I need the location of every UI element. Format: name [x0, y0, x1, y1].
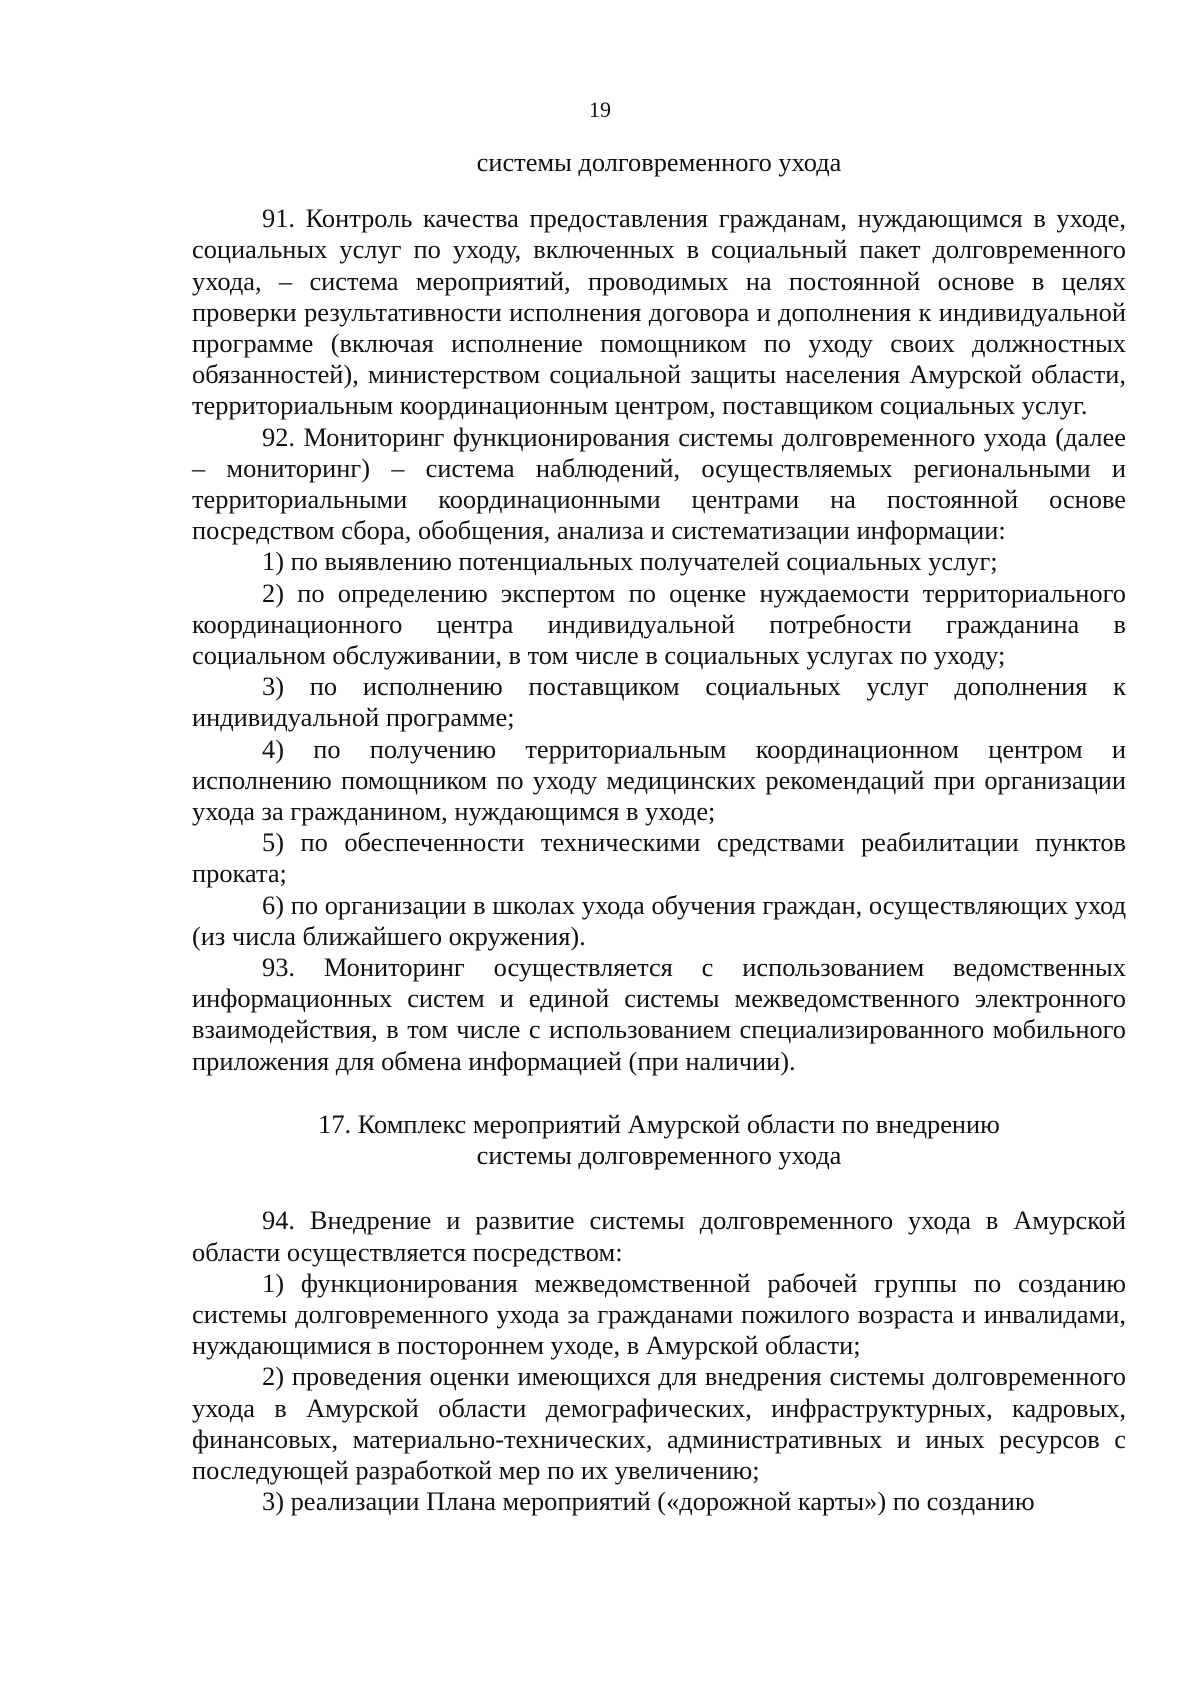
paragraph-93: 93. Мониторинг осуществляется с использованием ведомственных информационных систем и единой системы межведомственного электронного взаимодействия, в том числе с использованием специализированного мобильного приложения для обмена информацией (при наличии).	[192, 952, 1126, 1076]
list-item-94-2: 2) проведения оценки имеющихся для внедрения системы долговременного ухода в Амурской области демографических, инфраструктурных, кадровых, финансовых, материально-технических, административных и иных ресурсов с последующей разработкой мер по их увеличению;	[192, 1361, 1126, 1485]
paragraph-94: 94. Внедрение и развитие системы долговременного ухода в Амурской области осуществляется посредством:	[192, 1205, 1126, 1267]
section-17-heading-line1: 17. Комплекс мероприятий Амурской области по внедрению	[318, 1108, 1000, 1139]
list-item-92-6: 6) по организации в школах ухода обучения граждан, осуществляющих уход (из числа ближайшего окружения).	[192, 889, 1126, 951]
list-item-92-1: 1) по выявлению потенциальных получателей социальных услуг;	[262, 546, 998, 577]
list-item-92-4: 4) по получению территориальным координационном центром и исполнению помощником по уходу медицинских рекомендаций при организации ухода за гражданином, нуждающимся в уходе;	[192, 733, 1126, 827]
list-item-92-5: 5) по обеспеченности техническими средствами реабилитации пунктов проката;	[192, 827, 1126, 889]
continuation-heading: системы долговременного ухода	[476, 147, 842, 177]
section-17-heading-line2: системы долговременного ухода	[476, 1140, 842, 1171]
paragraph-92: 92. Мониторинг функционирования системы долговременного ухода (далее – мониторинг) – система наблюдений, осуществляемых региональными и территориальными координационными центрами на постоянной основе посредством сбора, обобщения, анализа и систематизации информации:	[192, 421, 1126, 546]
page-number: 19	[589, 97, 611, 122]
paragraph-91: 91. Контроль качества предоставления гражданам, нуждающимся в уходе, социальных услуг по уходу, включенных в социальный пакет долговременного ухода, – система мероприятий, проводимых на постоянной основе в целях проверки результативности исполнения договора и дополнения к индивидуальной программе (включая исполнение помощником по уходу своих должностных обязанностей), министерством социальной защиты населения Амурской области, территориальным координационным центром, поставщиком социальных услуг.	[192, 203, 1126, 421]
list-item-94-3: 3) реализации Плана мероприятий («дорожной карты») по созданию	[262, 1486, 1035, 1517]
document-body	[192, 147, 1126, 1517]
list-item-92-3: 3) по исполнению поставщиком социальных услуг дополнения к индивидуальной программе;	[192, 671, 1126, 733]
list-item-94-1: 1) функционирования межведомственной рабочей группы по созданию системы долговременного ухода за гражданами пожилого возраста и инвалидами, нуждающимися в постороннем уходе, в Амурской области;	[192, 1267, 1126, 1361]
list-item-92-2: 2) по определению экспертом по оценке нуждаемости территориального координационного центра индивидуальной потребности гражданина в социальном обслуживании, в том числе в социальных услугах по уходу;	[192, 577, 1126, 671]
